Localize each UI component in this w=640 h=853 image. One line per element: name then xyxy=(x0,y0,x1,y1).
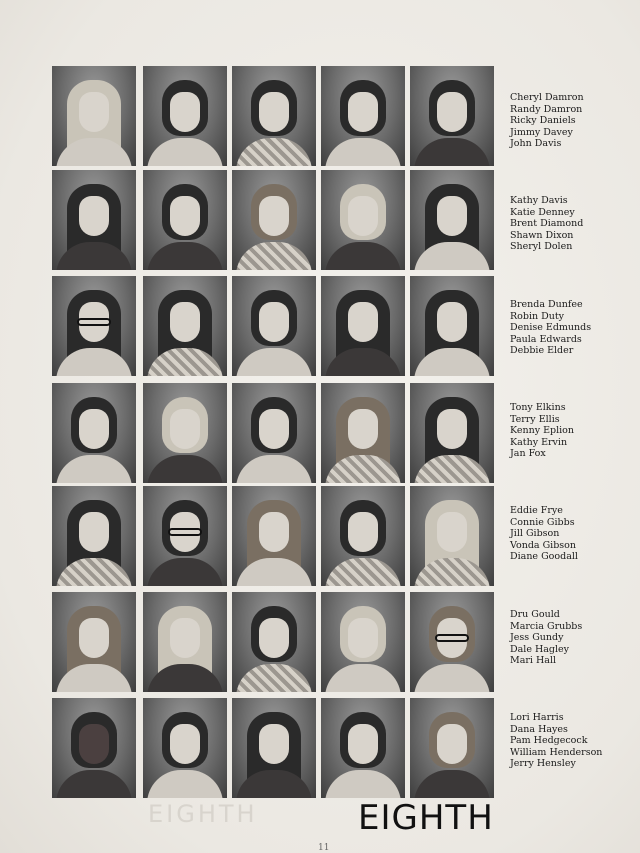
name-list xyxy=(510,299,635,357)
student-photo xyxy=(52,486,136,586)
student-name: Eddie Frye xyxy=(510,505,563,516)
student-photo xyxy=(321,276,405,376)
student-photo xyxy=(232,486,316,586)
student-name: Dana Hayes xyxy=(510,723,568,735)
photo-row xyxy=(52,592,496,692)
student-photo xyxy=(143,698,227,798)
student-photo xyxy=(410,276,494,376)
bleed-through-text: EIGHTH xyxy=(148,800,258,828)
student-photo xyxy=(52,383,136,483)
photo-row xyxy=(52,66,496,166)
student-photo xyxy=(410,592,494,692)
student-name: Jan Fox xyxy=(510,448,546,459)
student-photo xyxy=(410,698,494,798)
name-list xyxy=(510,92,635,150)
student-name: Tony Elkins xyxy=(510,402,566,413)
name-list xyxy=(510,505,635,563)
name-list xyxy=(510,402,635,460)
student-photo xyxy=(321,592,405,692)
student-photo xyxy=(143,276,227,376)
student-name: Vonda Gibson xyxy=(510,539,577,551)
student-photo xyxy=(143,592,227,692)
student-photo xyxy=(321,698,405,798)
student-photo xyxy=(52,698,136,798)
student-photo xyxy=(321,66,405,166)
student-name: Katie Denney xyxy=(510,206,575,218)
student-photo xyxy=(52,66,136,166)
photo-row xyxy=(52,276,496,376)
student-name: Kenny Eplion xyxy=(510,425,575,436)
student-photo xyxy=(232,170,316,270)
student-name: Shawn Dixon xyxy=(510,229,574,241)
student-name: Diane Goodall xyxy=(510,551,578,562)
student-photo xyxy=(321,170,405,270)
student-photo xyxy=(410,383,494,483)
student-name: Debbie Elder xyxy=(510,345,574,356)
student-name: Jimmy Davey xyxy=(510,126,573,138)
student-name: Dale Hagley xyxy=(510,643,570,655)
student-photo xyxy=(143,66,227,166)
photo-row xyxy=(52,383,496,483)
student-name: Mari Hall xyxy=(510,655,557,666)
student-name: Connie Gibbs xyxy=(510,516,575,528)
student-photo xyxy=(143,170,227,270)
student-photo xyxy=(410,170,494,270)
student-photo xyxy=(232,592,316,692)
student-name: Pam Hedgecock xyxy=(510,735,588,746)
student-name: Jess Gundy xyxy=(510,632,564,643)
student-name: Dru Gould xyxy=(510,609,560,620)
student-photo xyxy=(232,276,316,376)
student-name: Denise Edmunds xyxy=(510,322,592,333)
student-name: William Henderson xyxy=(510,746,603,758)
student-name: Marcia Grubbs xyxy=(510,620,583,632)
student-name: Terry Ellis xyxy=(510,413,560,425)
grade-heading: EIGHTH xyxy=(358,798,494,838)
student-name: Robin Duty xyxy=(510,310,565,322)
student-photo xyxy=(410,486,494,586)
name-list xyxy=(510,712,635,770)
student-name: Sheryl Dolen xyxy=(510,241,573,252)
student-photo xyxy=(410,66,494,166)
student-name: Lori Harris xyxy=(510,712,564,723)
student-name: Brenda Dunfee xyxy=(510,299,583,310)
photo-row xyxy=(52,170,496,270)
photo-row xyxy=(52,486,496,586)
student-name: Randy Damron xyxy=(510,103,583,115)
name-list xyxy=(510,609,635,667)
student-photo xyxy=(232,66,316,166)
student-name: John Davis xyxy=(510,138,562,149)
student-name: Kathy Ervin xyxy=(510,436,568,448)
student-name: Ricky Daniels xyxy=(510,115,576,126)
student-photo xyxy=(232,698,316,798)
student-photo xyxy=(52,276,136,376)
student-photo xyxy=(143,383,227,483)
name-list xyxy=(510,195,635,253)
student-name: Jerry Hensley xyxy=(510,758,576,769)
student-photo xyxy=(52,592,136,692)
student-name: Jill Gibson xyxy=(510,528,560,539)
student-photo xyxy=(321,486,405,586)
student-name: Kathy Davis xyxy=(510,195,568,206)
student-photo xyxy=(143,486,227,586)
student-name: Brent Diamond xyxy=(510,218,584,229)
student-photo xyxy=(321,383,405,483)
student-name: Cheryl Damron xyxy=(510,92,584,103)
page-number: 11 xyxy=(318,843,330,853)
student-photo xyxy=(52,170,136,270)
student-photo xyxy=(232,383,316,483)
student-name: Paula Edwards xyxy=(510,333,582,345)
photo-row xyxy=(52,698,496,798)
